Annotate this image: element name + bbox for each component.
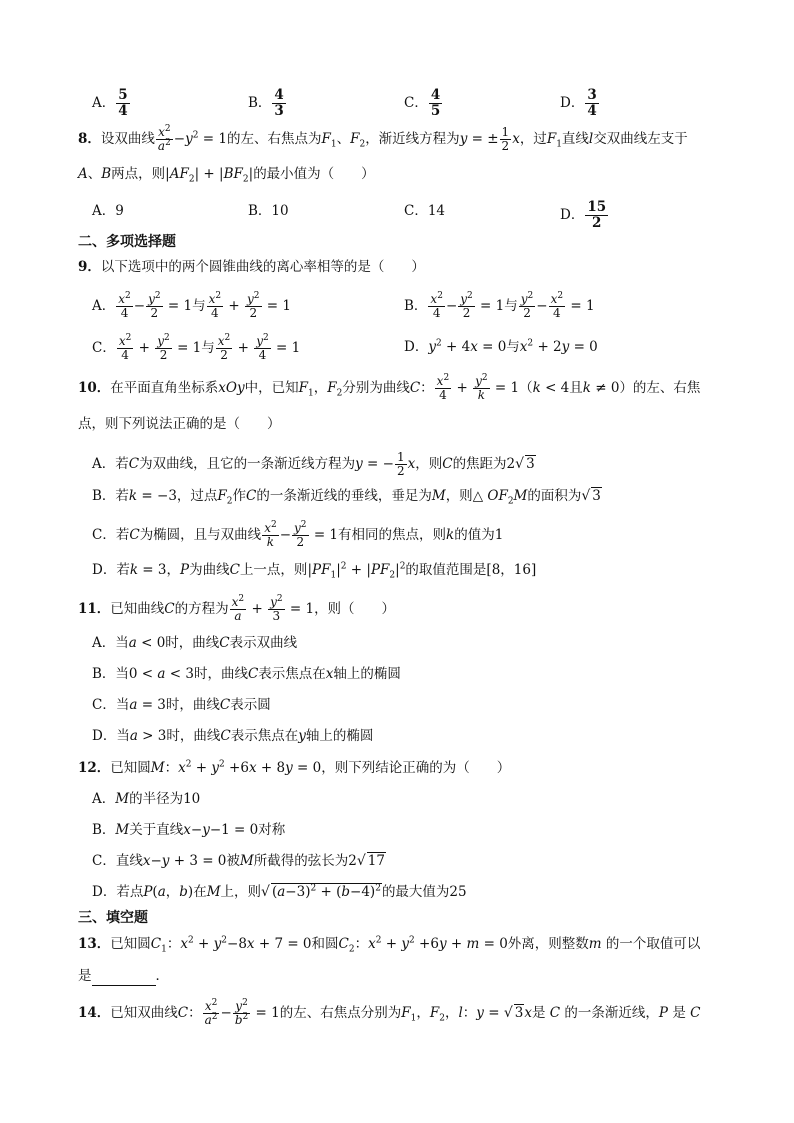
q13-stem: 13．已知圆$C_1$：$x^2 + y^2-8x + 7 = 0$和圆$C_2$：$x^2 + y^2 +6y + m = 0$外离，则整数m 的一个取值可以 — [78, 935, 701, 955]
q12-stem: 12．已知圆M：$x^2 + y^2 +6x + 8y = 0$，则下列结论正确的为（ ） — [78, 759, 511, 776]
q10-option-d: D．若k = 3，P为曲线C上一点，则$|PF_1|^2 + |PF_2|^2$的取值范围是[8，16] — [92, 561, 537, 581]
fraction: $\frac{5}{4}$ — [118, 87, 128, 119]
q11-option-b: B．当0 < a < 3时，曲线C表示焦点在x轴上的椭圆 — [92, 666, 401, 682]
q10-option-c: C．若C为椭圆，且与双曲线 $\frac{x^2}{k}$ − $\frac{y^2}{2}$ = 1有相同的焦点，则k的值为1 — [92, 520, 504, 549]
q11-option-c: C．当a = 3时，曲线C表示圆 — [92, 697, 271, 713]
q10-stem: 10．在平面直角坐标系xOy中，已知$F_1$，$F_2$分别为曲线C： $\frac{x^2}{4}$ + $\frac{y^2}{k}$ = 1（k < 4且k ≠ 0）的左、右焦 — [78, 373, 701, 402]
q12-option-a: A．M的半径为10 — [92, 791, 201, 807]
q11-option-d: D．当a > 3时，曲线C表示焦点在y轴上的椭圆 — [92, 728, 374, 744]
q13-stem-line2: 是 ． — [78, 968, 169, 984]
fraction: $\frac{4}{3}$ — [274, 87, 284, 119]
q11-option-a: A．当a < 0时，曲线C表示双曲线 — [92, 635, 298, 651]
q11-stem: 11．已知曲线C的方程为 $\frac{x^2}{a}$ + $\frac{y^2}{3}$ = 1，则（ ） — [78, 594, 396, 623]
q8-option-c: C．14 — [404, 203, 446, 219]
q12-option-b: B．M关于直线x−y−1 = 0对称 — [92, 822, 286, 838]
q9-option-d: D．$y^2 + 4x = 0$与$x^2 + 2y = 0$ — [404, 338, 598, 355]
q8-option-d: D． $\frac{15}{2}$ — [560, 199, 607, 231]
option-label: A． — [92, 95, 116, 111]
q10-stem-line2: 点，则下列说法正确的是（ ） — [78, 416, 281, 432]
q7-option-b — [248, 88, 287, 119]
fraction: $\frac{4}{5}$ — [430, 87, 441, 119]
q8-option-b: B．10 — [248, 203, 289, 219]
answer-blank[interactable] — [92, 971, 156, 986]
q12-option-c: C．直线x−y + 3 = 0被M所截得的弦长为2√ 17 — [92, 853, 385, 869]
question-number: 8． — [78, 131, 101, 147]
option-label: B． — [248, 95, 272, 111]
q14-stem: 14．已知双曲线C： $\frac{x^2}{a^2}$ − $\frac{y^2}{b^2}$ = 1的左、右焦点分别为$F_1$，$F_2$，l：y = √ 3x是 C 的一条渐近线，P 是 C — [78, 998, 701, 1027]
q10-option-b: B．若k = −3，过点$F_2$作C的一条渐近线的垂线，垂足为M，则△ $OF_2M$的面积为√ 3 — [92, 488, 601, 507]
option-label: D． — [560, 95, 585, 111]
q9-option-b: B． $\frac{x^2}{4}$ − $\frac{y^2}{2}$ = 1与 $\frac{y^2}{2}$ − $\frac{x^2}{4}$ = 1 — [404, 291, 595, 320]
q7-option-d — [560, 88, 600, 119]
q10-option-a: A．若C为双曲线，且它的一条渐近线方程为y = − $\frac{1}{2}$ x，则C的焦距为2√ 3 — [92, 450, 535, 478]
fraction: $\frac{3}{4}$ — [587, 87, 597, 119]
q8-option-a: A．9 — [92, 203, 124, 219]
q7-option-c — [404, 88, 443, 119]
q9-stem: 9．以下选项中的两个圆锥曲线的离心率相等的是（ ） — [78, 259, 425, 275]
q7-option-a — [92, 88, 131, 119]
section-heading: 三、填空题 — [78, 910, 148, 926]
q8-stem-line2: A、B两点，则$|AF_2| + |BF_2|$的最小值为（ ） — [78, 166, 375, 185]
q9-option-a: A． $\frac{x^2}{4}$ − $\frac{y^2}{2}$ = 1与 $\frac{x^2}{4}$ + $\frac{y^2}{2}$ = 1 — [92, 291, 291, 320]
q12-option-d: D．若点P(a，b)在M上，则√ $(a-3)^2 + (b-4)^2$的最大值为25 — [92, 883, 467, 900]
section-heading: 二、多项选择题 — [78, 234, 176, 250]
q9-option-c: C． $\frac{x^2}{4}$ + $\frac{y^2}{2}$ = 1与 $\frac{x^2}{2}$ + $\frac{y^2}{4}$ = 1 — [92, 333, 301, 362]
q8-stem: 8．设双曲线 $\frac{x^2}{a^2}$ $-y^2 = 1$的左、右焦点为$F_1$、$F_2$，渐近线方程为y = ± $\frac{1}{2}$ x，过$F_1$直线l交双曲线左支于 — [78, 124, 688, 153]
option-label: C． — [404, 95, 428, 111]
